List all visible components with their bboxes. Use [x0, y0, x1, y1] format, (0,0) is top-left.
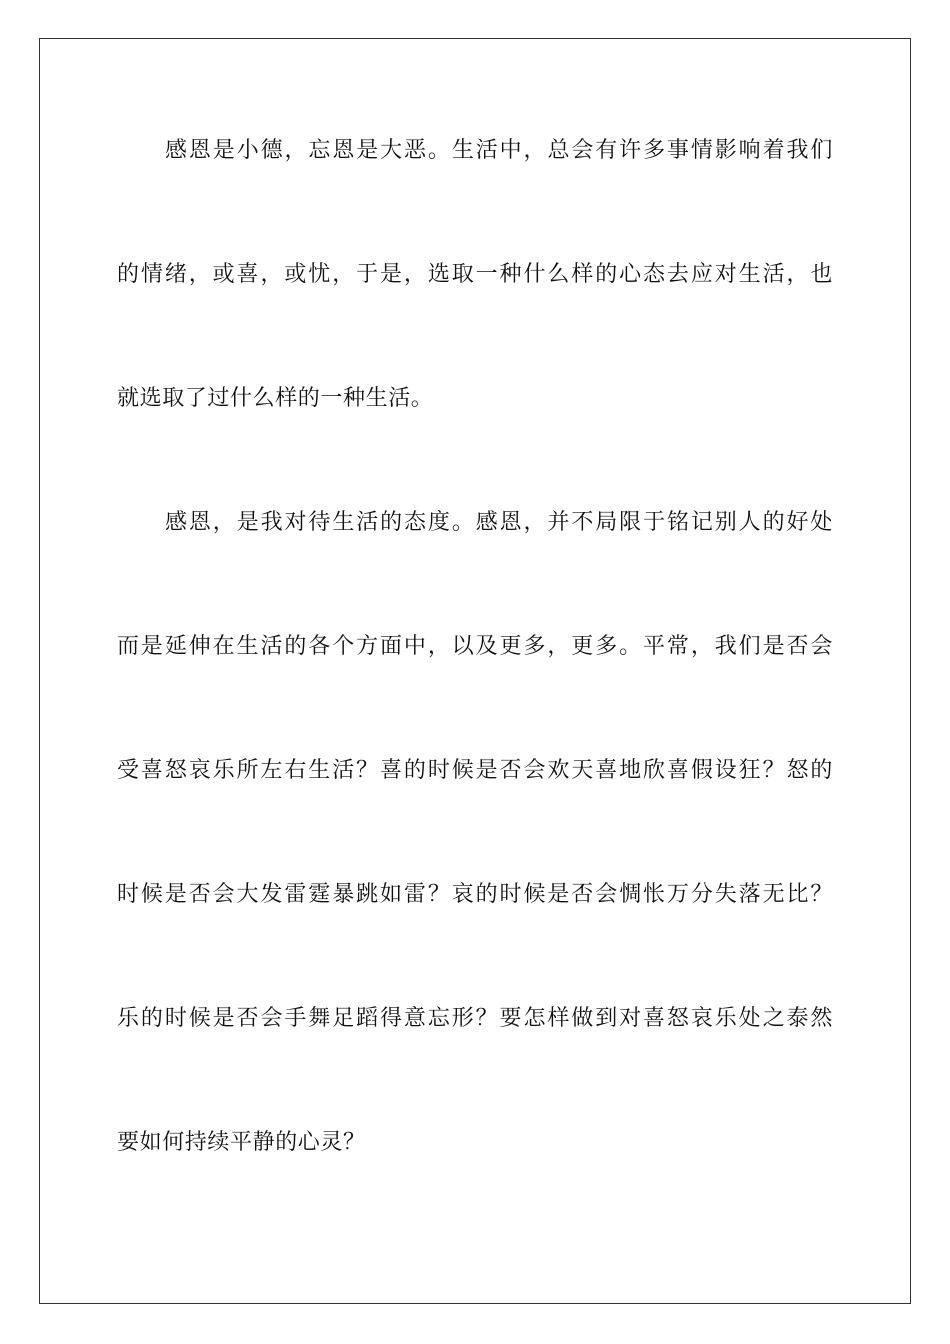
paragraph-1-line-2: 的情绪，或喜，或忧，于是，选取一种什么样的心态去应对生活，也	[117, 262, 833, 287]
paragraph-2-line-3: 受喜怒哀乐所左右生活？喜的时候是否会欢天喜地欣喜假设狂？怒的	[117, 758, 833, 783]
paragraph-2-line-2: 而是延伸在生活的各个方面中，以及更多，更多。平常，我们是否会	[117, 634, 833, 659]
page-border	[39, 38, 911, 1304]
paragraph-2-line-5: 乐的时候是否会手舞足蹈得意忘形？要怎样做到对喜怒哀乐处之泰然	[117, 1006, 833, 1031]
paragraph-2-line-1: 感恩，是我对待生活的态度。感恩，并不局限于铭记别人的好处	[165, 510, 833, 535]
paragraph-2-line-4: 时候是否会大发雷霆暴跳如雷？哀的时候是否会惆怅万分失落无比？	[117, 882, 833, 907]
paragraph-2-line-6: 要如何持续平静的心灵？	[117, 1130, 366, 1155]
paragraph-1-line-3: 就选取了过什么样的一种生活。	[117, 386, 434, 411]
paragraph-1-line-1: 感恩是小德，忘恩是大恶。生活中，总会有许多事情影响着我们	[165, 138, 833, 163]
